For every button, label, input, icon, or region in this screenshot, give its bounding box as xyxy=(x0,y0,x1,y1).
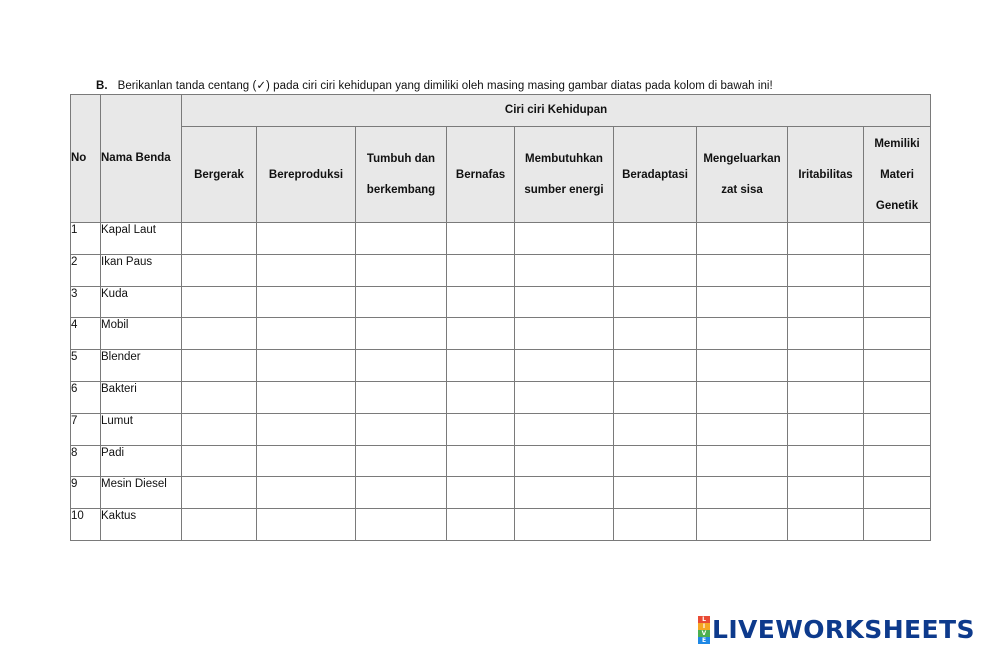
row-nama-benda: Mesin Diesel xyxy=(101,477,182,509)
checkbox-cell[interactable] xyxy=(614,350,697,382)
checkbox-cell[interactable] xyxy=(515,254,614,286)
table-row xyxy=(71,254,931,286)
checkbox-cell[interactable] xyxy=(864,509,931,541)
header-ciri-7: Iritabilitas xyxy=(788,127,864,223)
header-ciri-6: Mengeluarkan zat sisa xyxy=(697,127,788,223)
row-nama-benda: Kapal Laut xyxy=(101,223,182,255)
logo-mark-letter: I xyxy=(698,623,710,630)
checkbox-cell[interactable] xyxy=(864,318,931,350)
checkbox-cell[interactable] xyxy=(182,445,257,477)
checkbox-cell[interactable] xyxy=(515,318,614,350)
checkbox-cell[interactable] xyxy=(356,318,447,350)
checkbox-cell[interactable] xyxy=(788,445,864,477)
checkbox-cell[interactable] xyxy=(515,223,614,255)
checkbox-cell[interactable] xyxy=(447,223,515,255)
checkbox-cell[interactable] xyxy=(864,254,931,286)
checkbox-cell[interactable] xyxy=(515,445,614,477)
checkbox-cell[interactable] xyxy=(182,413,257,445)
checkbox-cell[interactable] xyxy=(356,223,447,255)
table-row xyxy=(71,318,931,350)
checkbox-cell[interactable] xyxy=(614,413,697,445)
checkbox-cell[interactable] xyxy=(697,254,788,286)
checkbox-cell[interactable] xyxy=(515,286,614,318)
header-ciri-5: Beradaptasi xyxy=(614,127,697,223)
checkbox-cell[interactable] xyxy=(515,509,614,541)
logo-mark-letter: V xyxy=(698,630,710,637)
row-number: 10 xyxy=(71,509,101,541)
checkbox-cell[interactable] xyxy=(182,509,257,541)
checkbox-cell[interactable] xyxy=(447,381,515,413)
checkbox-cell[interactable] xyxy=(257,223,356,255)
checkbox-cell[interactable] xyxy=(788,286,864,318)
checkbox-cell[interactable] xyxy=(515,381,614,413)
checkbox-cell[interactable] xyxy=(356,413,447,445)
checkbox-cell[interactable] xyxy=(447,318,515,350)
checkbox-cell[interactable] xyxy=(697,350,788,382)
checkbox-cell[interactable] xyxy=(697,445,788,477)
checkbox-cell[interactable] xyxy=(515,477,614,509)
checkbox-cell[interactable] xyxy=(182,477,257,509)
checkbox-cell[interactable] xyxy=(864,350,931,382)
checkbox-cell[interactable] xyxy=(356,254,447,286)
checkbox-cell[interactable] xyxy=(182,223,257,255)
checkbox-cell[interactable] xyxy=(356,381,447,413)
checkbox-cell[interactable] xyxy=(864,286,931,318)
checkbox-cell[interactable] xyxy=(697,286,788,318)
checkbox-cell[interactable] xyxy=(356,509,447,541)
checkbox-cell[interactable] xyxy=(515,350,614,382)
row-number: 7 xyxy=(71,413,101,445)
checkbox-cell[interactable] xyxy=(182,286,257,318)
checkbox-cell[interactable] xyxy=(447,445,515,477)
checkbox-cell[interactable] xyxy=(257,445,356,477)
checkbox-cell[interactable] xyxy=(614,223,697,255)
table-row xyxy=(71,381,931,413)
table-row xyxy=(71,413,931,445)
checkbox-cell[interactable] xyxy=(697,223,788,255)
checkbox-cell[interactable] xyxy=(697,413,788,445)
checkbox-cell[interactable] xyxy=(257,509,356,541)
checkbox-cell[interactable] xyxy=(447,350,515,382)
header-ciri-4: Membutuhkan sumber energi xyxy=(515,127,614,223)
checkbox-cell[interactable] xyxy=(447,413,515,445)
header-ciri-3: Bernafas xyxy=(447,127,515,223)
table-row xyxy=(71,509,931,541)
checkbox-cell[interactable] xyxy=(182,350,257,382)
checkbox-cell[interactable] xyxy=(614,477,697,509)
row-nama-benda: Ikan Paus xyxy=(101,254,182,286)
checkbox-cell[interactable] xyxy=(182,318,257,350)
instruction-letter: B. xyxy=(96,80,108,92)
header-ciri-0: Bergerak xyxy=(182,127,257,223)
liveworksheets-logo xyxy=(698,616,975,644)
checkbox-cell[interactable] xyxy=(788,254,864,286)
checkbox-cell[interactable] xyxy=(697,381,788,413)
row-nama-benda: Padi xyxy=(101,445,182,477)
checkbox-cell[interactable] xyxy=(356,445,447,477)
checkbox-cell[interactable] xyxy=(257,477,356,509)
checkbox-cell[interactable] xyxy=(614,381,697,413)
instruction-body: Berikanlan tanda centang (✓) pada ciri ciri kehidupan yang dimiliki oleh masing masing gambar diatas pada kolom di bawah ini! xyxy=(117,80,773,92)
header-ciri-2: Tumbuh dan berkembang xyxy=(356,127,447,223)
checkbox-cell[interactable] xyxy=(614,318,697,350)
checkbox-cell[interactable] xyxy=(356,477,447,509)
row-number: 1 xyxy=(71,223,101,255)
checkbox-cell[interactable] xyxy=(697,509,788,541)
liveworksheets-logo-icon xyxy=(698,616,710,644)
logo-mark-letter: L xyxy=(698,616,710,623)
checkbox-cell[interactable] xyxy=(788,318,864,350)
checkbox-cell[interactable] xyxy=(864,413,931,445)
table-body xyxy=(71,223,931,541)
row-number: 3 xyxy=(71,286,101,318)
checkbox-cell[interactable] xyxy=(182,381,257,413)
checkbox-cell[interactable] xyxy=(447,286,515,318)
row-nama-benda: Kaktus xyxy=(101,509,182,541)
checkbox-cell[interactable] xyxy=(257,318,356,350)
checkbox-cell[interactable] xyxy=(447,477,515,509)
instruction-text xyxy=(96,78,773,92)
header-nama-benda: Nama Benda xyxy=(101,95,182,223)
checkbox-cell[interactable] xyxy=(356,350,447,382)
checkbox-cell[interactable] xyxy=(614,286,697,318)
checkbox-cell[interactable] xyxy=(788,509,864,541)
worksheet-table xyxy=(70,94,931,541)
checkbox-cell[interactable] xyxy=(864,477,931,509)
checkbox-cell[interactable] xyxy=(614,509,697,541)
checkbox-cell[interactable] xyxy=(788,223,864,255)
logo-mark-letter: E xyxy=(698,637,710,644)
row-number: 5 xyxy=(71,350,101,382)
checkbox-cell[interactable] xyxy=(864,223,931,255)
header-ciri-group: Ciri ciri Kehidupan xyxy=(182,95,931,127)
header-ciri-1: Bereproduksi xyxy=(257,127,356,223)
checkbox-cell[interactable] xyxy=(697,477,788,509)
checkbox-cell[interactable] xyxy=(447,254,515,286)
row-number: 9 xyxy=(71,477,101,509)
checkbox-cell[interactable] xyxy=(788,413,864,445)
row-nama-benda: Mobil xyxy=(101,318,182,350)
checkbox-cell[interactable] xyxy=(788,381,864,413)
checkbox-cell[interactable] xyxy=(257,413,356,445)
checkbox-cell[interactable] xyxy=(356,286,447,318)
checkbox-cell[interactable] xyxy=(257,254,356,286)
checkbox-cell[interactable] xyxy=(864,445,931,477)
logo-text: LIVEWORKSHEETS xyxy=(712,615,975,644)
table-row xyxy=(71,350,931,382)
row-nama-benda: Blender xyxy=(101,350,182,382)
table-row xyxy=(71,477,931,509)
checkbox-cell[interactable] xyxy=(614,445,697,477)
table-row xyxy=(71,445,931,477)
row-number: 4 xyxy=(71,318,101,350)
table-row xyxy=(71,223,931,255)
checkbox-cell[interactable] xyxy=(614,254,697,286)
checkbox-cell[interactable] xyxy=(182,254,257,286)
row-nama-benda: Bakteri xyxy=(101,381,182,413)
checkbox-cell[interactable] xyxy=(788,350,864,382)
header-no: No xyxy=(71,95,101,223)
checkbox-cell[interactable] xyxy=(257,286,356,318)
row-number: 6 xyxy=(71,381,101,413)
row-number: 2 xyxy=(71,254,101,286)
checkbox-cell[interactable] xyxy=(697,318,788,350)
row-nama-benda: Kuda xyxy=(101,286,182,318)
ciri-header-row xyxy=(71,127,931,223)
checkbox-cell[interactable] xyxy=(864,381,931,413)
row-number: 8 xyxy=(71,445,101,477)
header-ciri-8: Memiliki Materi Genetik xyxy=(864,127,931,223)
checkbox-cell[interactable] xyxy=(515,413,614,445)
checkbox-cell[interactable] xyxy=(257,350,356,382)
checkbox-cell[interactable] xyxy=(257,381,356,413)
checkbox-cell[interactable] xyxy=(447,509,515,541)
checkbox-cell[interactable] xyxy=(788,477,864,509)
row-nama-benda: Lumut xyxy=(101,413,182,445)
table-row xyxy=(71,286,931,318)
